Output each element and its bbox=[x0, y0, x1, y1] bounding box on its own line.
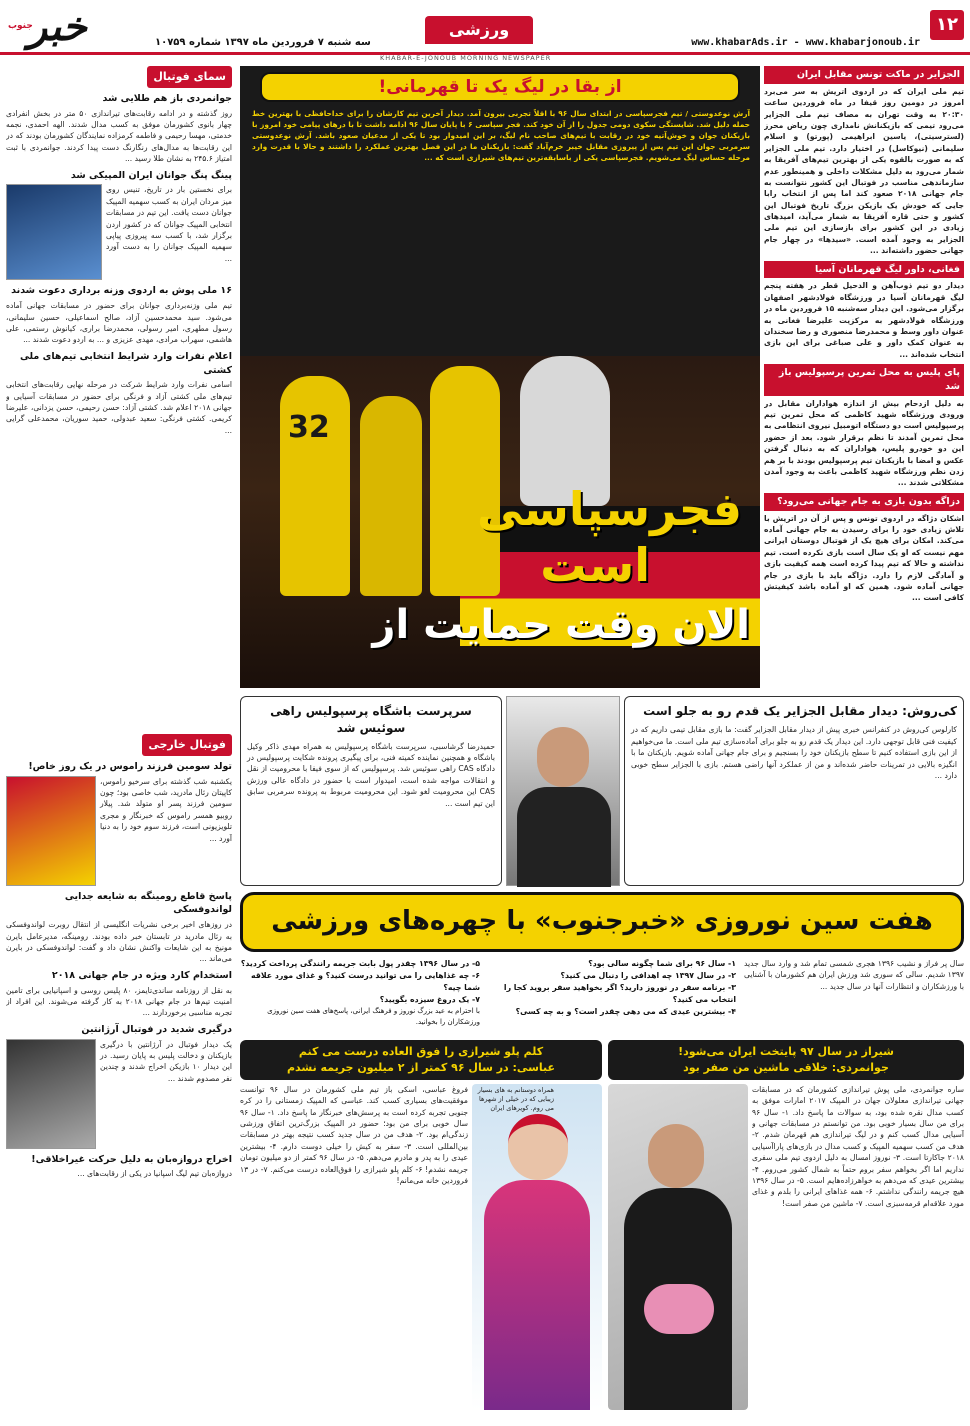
right-item-3-body: به دلیل ازدحام بیش از اندازه هواداران مقابل در ورودی ورزشگاه شهید کاظمی که محل تمرین تیم پرسپولیس است دو دستگاه اتومبیل نیروی انتظامی به محل تمرین آمدند تا نظم برقرار شود. بعد از حضور این دو خودرو پلیس، هواداران که به دنبال گرفتن عکس و امضا با بازیکنان تیم پرسپولیس بودند با بر هم زدن نظم ورزشگاه شهید کاظمی باعث به وجود آمدن مشکلاتی شدند ... bbox=[764, 398, 964, 488]
argentina-photo bbox=[6, 1039, 96, 1149]
abbasi-photo bbox=[472, 1084, 602, 1410]
player-jersey-number: 32 bbox=[288, 410, 330, 445]
header bbox=[0, 0, 970, 62]
questions-note: با احترام به عید بزرگ نوروز و فرهنگ ایرانی، پاسخ‌های هفت سین نوروزی ورزشکاران را بخوانید. bbox=[267, 1007, 480, 1027]
question-2: ۲- در سال ۱۳۹۷ چه اهدافی را دنبال می کنید؟ bbox=[560, 971, 736, 981]
javanmardi-head bbox=[648, 1124, 704, 1188]
left-item-3-body: تیم ملی وزنه‌برداری جوانان برای حضور در مسابقات جهانی آماده می‌شود. سید محمدحسین آزاد، صالح اسماعیلی، حسین سلیمانی، رسول مطهری، امیر رسولی، محمدرضا براری، کیانوش رستمی، علی هاشمی، سهراب مرادی، مهدی عزیزی و ... به اردو دعوت شدند ... bbox=[6, 301, 232, 345]
question-3: ۳- برنامه سفر در نوروز دارید؟ اگر بخواهید سفر بروید کجا را انتخاب می کنید؟ bbox=[503, 983, 736, 1005]
right-column bbox=[764, 66, 964, 688]
shiraz-subtitle: جوانمردی: خلاقی ماشین من صفر بود bbox=[683, 1060, 889, 1074]
persepolis-title: سرپرست باشگاه پرسپولیس راهی سوئیس شد bbox=[270, 704, 472, 735]
page-number-box: ۱۲ bbox=[930, 10, 964, 40]
main-kicker: از بقا در لیگ یک تا قهرمانی! bbox=[260, 72, 740, 102]
foreign-item-3-body: به نقل از روزنامه ساندی‌تایمز، ۸۰ پلیس روسی و اسپانیایی برای تامین امنیت تیم‌ها در جام جهانی ۲۰۱۸ به کار گرفته می‌شوند. این افراد از تجربه مناسبی برخوردارند ... bbox=[6, 985, 232, 1018]
issue-date: سه شنبه ۷ فروردین ماه ۱۳۹۷ شماره ۱۰۷۵۹ bbox=[155, 37, 371, 48]
left-item-1-body: روز گذشته و در ادامه رقابت‌های تیراندازی ۵۰ متر در بخش انفرادی چهار بانوی کشورمان موفق به کسب مدال شدند. الهه احمدی، نجمه خدمتی، مهسا رحیمی و فاطمه کرمزاده نمایندگان کشورمان بودند که در این رقابت‌ها به مدال‌های رنگارنگ دست پیدا کردند. جوانمردی با ثبت امتیاز ۲۴۵.۶ به نشان طلا رسید ... bbox=[6, 108, 232, 164]
flower-bouquet bbox=[644, 1284, 714, 1334]
left-item-2-title: پینگ پنگ جوانان ایران المپیکی شد bbox=[70, 169, 232, 181]
right-item-4-title: دزاگه بدون بازی به جام جهانی می‌رود؟ bbox=[764, 493, 964, 511]
foreign-item-3-title: استخدام کارد ویژه در جام جهانی ۲۰۱۸ bbox=[51, 969, 232, 981]
masthead-sub: جنوب bbox=[8, 21, 33, 31]
shiraz-title-box bbox=[608, 1040, 964, 1080]
question-5: ۵- در سال ۱۳۹۶ چقدر پول بابت جریمه رانندگی پرداخت کردید؟ bbox=[240, 959, 480, 968]
question-4: ۴- بیشترین عیدی که می دهی چقدر است؟ و به چه کسی؟ bbox=[515, 1007, 736, 1017]
persepolis-story bbox=[240, 696, 502, 886]
javanmardi-photo bbox=[608, 1084, 748, 1410]
right-item-2-body: دیدار دو تیم ذوب‌آهن و الدحیل قطر در هفته پنجم لیگ قهرمانان آسیا در ورزشگاه فولادشهر اصفهان برگزار می‌شود. این دیدار سه‌شنبه ۱۵ فروردین ماه در ورزشگاه فولادشهر به مرکزیت علیرضا فغانی به عنوان داور وسط و محمدرضا منصوری و رضا سخندان به عنوان کمک داور و علی صباغی برای این بازی انتخاب شده‌اند ... bbox=[764, 281, 964, 359]
haftsin-questions-a bbox=[486, 958, 736, 1036]
right-item-1-body: تیم ملی ایران که در اردوی اتریش به سر می‌برد امروز در دومین روز قیفا در ماه فروردین ساعت ۲۰:۳۰ به وقت تهران به مصاف تیم ملی الجزایر می‌رود تیمی که بازیکنانش نامداری چون ریاض محرز (لسترسیتی)، یاسین ابراهیمی (پورتو) و اسلام سلیمانی (نیوکاسل) در اختیار دارد. تیم ملی الجزایر که به صورت بالقوه یکی از بهترین تیم‌های آفریقا به شمار می‌رود به دلیل مشکلات داخلی و همینطور عدم سازماندهی مناسب در فوتبال این کشور نتوانست به جام جهانی ۲۰۱۸ صعود کند اما پس از انتخاب رابا جایی که خودش یک بازیکن بزرگ تاریخ فوتبال این کشور و حتی قاره آفریقا به شمار می‌آید، امیدهای زیادی در این کشور برای بازسازی این تیم ملی الجزایر به وجود آمده است. «سیدها» در چهار جام جهانی حضور داشته‌اند ... bbox=[764, 86, 964, 256]
foreign-title: فوتبال خارجی bbox=[142, 734, 232, 756]
foreign-item-4-title: درگیری شدید در فوتبال آرژانتین bbox=[81, 1023, 232, 1035]
queiroz-head bbox=[537, 727, 589, 787]
foreign-item-5-title: اخراج دروازه‌بان به دلیل حرکت غیراخلاقی! bbox=[31, 1153, 232, 1165]
ramos-photo bbox=[6, 776, 96, 886]
shiraz-title: شیراز در سال ۹۷ پایتخت ایران می‌شود! bbox=[678, 1045, 894, 1058]
left-item-4-title: اعلام نفرات وارد شرایط انتخابی تیم‌های ملی کشتی bbox=[19, 350, 232, 376]
masthead-title: خبر bbox=[28, 3, 87, 50]
question-6: ۶- چه غذاهایی را می توانید درست کنید؟ و غذای مورد علاقه شما چیه؟ bbox=[251, 971, 480, 993]
masthead-logo bbox=[6, 4, 126, 54]
foreign-item-2-title: پاسخ قاطع رومینگه به شایعه جدایی لواندوفسکی bbox=[64, 890, 232, 916]
foreign-football bbox=[6, 734, 232, 1422]
left-item-4-body: اسامی نفرات وارد شرایط شرکت در مرحله نهایی رقابت‌های انتخابی تیم‌های ملی کشتی آزاد و فرنگی برای حضور در مسابقات آسیایی و جهانی ۲۰۱۸ اعلام شد. کشتی آزاد: حسن رحیمی، حسن یزدانی، علیرضا کریمی. کشتی فرنگی: سعید عبدولی، حمید سوریان، محمدعلی گرایی ... bbox=[6, 380, 232, 435]
section-tab: ورزشی bbox=[425, 16, 533, 44]
headline-3: الان وقت حمایت از bbox=[372, 602, 750, 648]
websites: www.khabarAds.ir - www.khabarjonoub.ir bbox=[691, 37, 920, 48]
kolompou-body: فروغ عباسی، اسکی باز تیم ملی کشورمان در سال ۹۶ توانست موفقیت‌های بسیاری کسب کند. عباسی که المپیک زمستانی را در کره جنوبی تجربه کرده است به پرسش‌های خبرنگار ما پاسخ داد. ۱- سال ۹۶ سال خوبی برای من بود؛ حضور در المپیک بزرگ‌ترین اتفاق ورزشی زندگی‌ام بود. ۲- هدف من در سال جدید کسب نتیجه بهتر در مسابقات بین‌المللی است. ۳- سفر به کیش را خیلی دوست دارم. ۴- بیشترین عیدی را به پدر و مادرم می‌دهم. ۵- در سال ۹۶ کمتر از دو میلیون تومان جریمه نشدم! ۶- کلم پلو شیرازی را فوق‌العاده درست می‌کنم. ۷- در ۱۳ فروردین خانه می‌مانم! bbox=[240, 1084, 468, 1185]
headline-2: است bbox=[540, 538, 650, 592]
kolompou-title-box bbox=[240, 1040, 602, 1080]
right-item-3-title: پای پلیس به محل تمرین پرسپولیس باز شد bbox=[764, 364, 964, 396]
abbasi-caption: همراه دوستانم به های بسیار زیبایی که در خیلی از شهرها می روم. کویرهای ایران bbox=[477, 1085, 554, 1113]
left-item-1-title: جوانمردی باز هم طلایی شد bbox=[102, 92, 232, 104]
queiroz-photo bbox=[506, 696, 620, 886]
english-name: KHABAR-E-JONOUB MORNING NEWSPAPER bbox=[380, 54, 552, 62]
foreign-item-1-title: تولد سومین فرزند راموس در یک روز خاص! bbox=[28, 760, 232, 772]
foreign-item-2-body: در روزهای اخیر برخی نشریات انگلیسی از انتقال روبرت لواندوفسکی به رئال مادرید در تابستان خبر داده بودند. رومینگه، مدیرعامل بایرن مونیخ به این شایعات واکنش نشان داد و گفت: لواندوفسکی در بایرن می‌ماند ... bbox=[6, 920, 232, 964]
foreign-item-4-body: یک دیدار فوتبال در آرژانتین با درگیری بازیکنان و دخالت پلیس به پایان رسید. در این دیدار ۱۰ بازیکن اخراج شدند و چندین نفر مصدوم شدند ... bbox=[100, 1039, 232, 1083]
haftsin-intro: سال پر فراز و نشیب ۱۳۹۶ هجری شمسی تمام شد و وارد سال جدید ۱۳۹۷ شدیم. سالی که سوری شد ورزش ایران هم کشورمان با آشنایی با ورزشکاران و انتظارات آنها در سال جدید ... bbox=[744, 959, 964, 991]
haftsin-banner: هفت سین نوروزی «خبرجنوب» با چهره‌های ورزشی bbox=[240, 892, 964, 952]
left-item-2-body: برای نخستین بار در تاریخ، تنیس روی میز مردان ایران به کسب سهمیه المپیک جوانان دست یافت. این تیم در مسابقات انتخابی المپیک جوانان که در کشور اردن برگزار شد، با کسب سه پیروزی پیاپی سهمیه المپیک جوانان را به دست آورد ... bbox=[106, 185, 232, 263]
right-item-4-body: اشکان دژاگه در اردوی تونس و پس از آن در اتریش با تلاش زیادی خود را برای رسیدن به جام جهانی آماده می‌کند. امکان برای هیچ یک از فوتبال دوستان ایرانی مهم نیست که او یک سال است بازی نکرده است. تیم نداشته و حالا که تیم پیدا کرده است همه کیفیت بازی و آمادگی لازم را دارد. دژاگه باید با بازی در جام جهانی آماده شود. همین که او آماده باشد کیفیتش کافی است ... bbox=[764, 513, 964, 603]
kolompou-story bbox=[240, 1040, 602, 1422]
player-2 bbox=[360, 396, 422, 596]
shiraz-story bbox=[608, 1040, 964, 1422]
persepolis-body: حمیدرضا گرشاسبی، سرپرست باشگاه پرسپولیس به همراه مهدی ذاکر وکیل باشگاه و همچنین نماینده کمیته فنی، برای پیگیری پرونده شکایت پرسپولیس در دادگاه CAS راهی سوئیس شد. پرسپولیس که از سوی فیفا با محرومیت از نقل و انتقالات مواجه شده است، امیدوار است با حضور در دادگاه عالی ورزش CAS این محرومیت لغو شود. این محرومیت مربوط به پرونده سرمربی سابق این تیم است ... bbox=[247, 741, 496, 808]
left-column bbox=[6, 66, 232, 726]
team-photo bbox=[240, 356, 760, 688]
question-7: ۷- یک دروغ سیزده بگویید؟ bbox=[379, 995, 480, 1005]
question-1: ۱- سال ۹۶ برای شما چگونه سالی بود؟ bbox=[588, 959, 736, 968]
foreign-item-1-body: یکشنبه شب گذشته برای سرخیو راموس، کاپیتان رئال مادرید، شب خاصی بود؛ چون سومین فرزند پسر او متولد شد. پیلار روبیو همسر راموس که خبرنگار و مجری تلویزیونی است، فرزند سوم خود را به دنیا آورد ... bbox=[100, 776, 232, 843]
left-section-title: سمای فوتبال bbox=[147, 66, 232, 88]
main-story bbox=[240, 66, 760, 688]
main-body: آرش نوعدوستی / تیم فجرسپاسی در ابتدای سال ۹۶ با اقلاً تجربی بیرون آمد. دیدار آخرین تیم کارشان را برای خداحافظی با بهترین خط حمله دلیل شد. شایستگی سکوی دومی جدول را از آن خود کند. فجر سپاسی ۶ با پایان سال ۹۶ ادامه داشت تا با درهای پیامی خود امروز با بازیکنان جوان و خوش‌آتیه خود در رقابت با تیم‌های صاحب نام لیگ، بر این امیدوار بود تا یکی از مدعیان صعود باشد. آرش نوعدوستی سرمربی جوان این تیم پس از پیروزی مقابل خیبر خرم‌آباد گفت: بازیکنان ما در این فصل بهترین عملکرد را داشتند و حالا با قدرت وارد مرحله حساس لیگ می‌شویم. فجرسپاسی یکی از باسابقه‌ترین تیم‌های شیرازی است که ... bbox=[252, 109, 750, 163]
foreign-item-5-body: دروازه‌بان تیم لیگ اسپانیا در یکی از رقابت‌های ... bbox=[77, 1169, 232, 1179]
pingpong-photo bbox=[6, 184, 102, 280]
right-item-1-title: الجزایر در ماکت تونس مقابل ایران bbox=[764, 66, 964, 84]
abbasi-head bbox=[508, 1114, 568, 1180]
queiroz-story bbox=[624, 696, 964, 886]
kolompou-subtitle: عباسی: در سال ۹۶ کمتر از ۲ میلیون جریمه نشدم bbox=[286, 1060, 556, 1074]
abbasi-body bbox=[484, 1180, 590, 1410]
left-item-3-title: ۱۶ ملی پوش به اردوی وزنه برداری دعوت شدند bbox=[11, 285, 232, 297]
queiroz-body bbox=[517, 787, 611, 887]
right-item-2-title: فغانی، داور لیگ قهرمانان آسیا bbox=[764, 261, 964, 279]
kolompou-title: کلم پلو شیرازی را فوق العاده درست می کنم bbox=[298, 1045, 544, 1058]
headline-1: فجرسپاسی bbox=[477, 482, 742, 536]
queiroz-body: کارلوس کی‌روش در کنفرانس خبری پیش از دیدار مقابل الجزایر گفت: ما بازی مقابل تیمی داریم که در کیفیت فنی قابل توجهی دارد. این دیدار یک قدم رو به جلو برای آماده‌سازی تیم ملی است. ما می‌خواهیم از این بازی استفاده کنیم تا سطح بازیکنان خود را بسنجیم و برای جام جهانی آماده شویم. بازیکنان ما با انگیزه بالایی در تمرینات حاضر شده‌اند و من از عملکرد آنها راضی هستم. بازی با الجزایر سطح خوبی دارد ... bbox=[631, 725, 957, 780]
queiroz-title: کی‌روش: دیدار مقابل الجزایر یک قدم رو به جلو است bbox=[643, 704, 957, 718]
shiraz-body: ساره جوانمردی، ملی پوش تیراندازی کشورمان که در مسابقات جهانی تیراندازی معلولان جهان در المپیک ۲۰۱۷ امارات موفق به کسب مدال نقره شده بود، به سوالات ما پاسخ داد. ۱- سال ۹۶ برای من سال بسیار خوبی بود. من توانستم در مسابقات جهانی و آسیایی مدال کسب کنم و در لیگ تیراندازی هم قهرمان شدم. ۲- هدف من کسب سهمیه المپیک و کسب مدال در بازی‌های پاراآسیایی ۲۰۱۸ جاکارتا است. ۳- نوروز امسال به دلیل اردوی تیم ملی سفری نداریم اما اگر بخواهم سفر بروم حتماً به شمال کشور می‌روم. ۴- بیشترین عیدی که می‌دهم به خواهرزاده‌هایم است. ۵- در سال ۱۳۹۶ هیچ جریمه رانندگی نداشتم. ۶- همه غذاهای ایرانی را بلدم و غذای مورد علاقه‌ام قرمه‌سبزی است. ۷- ماشین من صفر است! bbox=[752, 1084, 964, 1208]
haftsin-questions-b bbox=[240, 958, 480, 1036]
